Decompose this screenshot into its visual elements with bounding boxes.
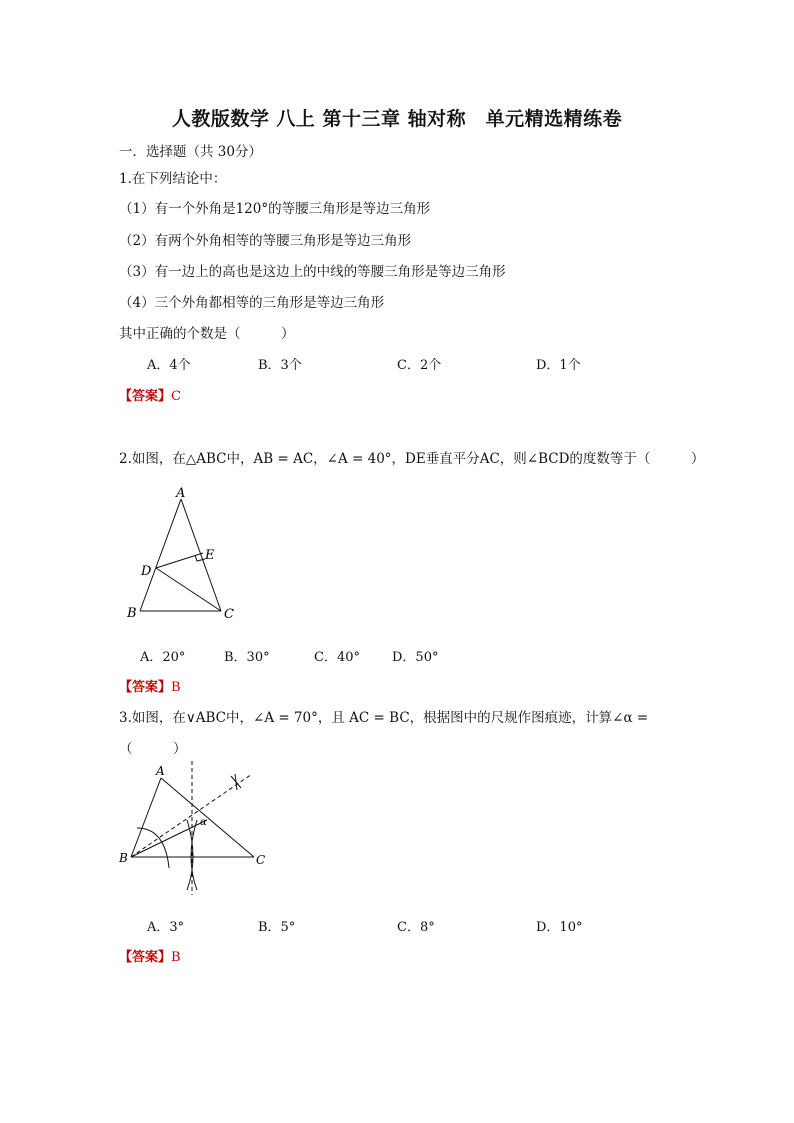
question-1-prompt: 其中正确的个数是（ ） xyxy=(119,326,295,342)
label-a: A xyxy=(156,764,165,778)
segment-dc xyxy=(156,568,221,611)
answer-tag: 【答案】 xyxy=(119,950,172,965)
question-2-option-b: B．30° xyxy=(224,650,270,665)
question-1-item-2: （2）有两个外角相等的等腰三角形是等边三角形 xyxy=(119,233,412,249)
question-2-answer xyxy=(119,676,181,695)
right-angle-mark xyxy=(195,555,205,561)
question-3-stem: 3.如图，在∨ABC中，∠A = 70°，且 AC = BC，根据图中的尺规作图痕迹，计算∠α = xyxy=(119,710,649,726)
label-d: D xyxy=(141,564,152,579)
section-heading: 一．选择题（共 30分） xyxy=(119,144,262,160)
question-1-item-3: （3）有一边上的高也是这边上的中线的等腰三角形是等边三角形 xyxy=(119,264,506,280)
question-2-stem: 2.如图，在△ABC中，AB = AC，∠A = 40°，DE垂直平分AC，则∠BCD的度数等于（ ） xyxy=(119,451,705,467)
question-3-stem-continued: （ ） xyxy=(119,741,187,757)
question-3-option-b: B．5° xyxy=(258,920,296,935)
question-1-option-b: B．3个 xyxy=(258,358,302,373)
question-1-answer xyxy=(119,385,181,404)
compass-construction-figure xyxy=(115,758,275,898)
question-2-option-a: A．20° xyxy=(140,650,186,665)
segment-de xyxy=(156,553,203,568)
label-b: B xyxy=(127,606,137,621)
question-1-stem: 1.在下列结论中： xyxy=(119,171,227,187)
side-ab xyxy=(131,778,161,857)
side-ab xyxy=(140,499,181,611)
question-1-item-4: （4）三个外角都相等的三角形是等边三角形 xyxy=(119,295,385,311)
label-b: B xyxy=(119,851,128,865)
question-1-option-c: C．2个 xyxy=(397,358,442,373)
answer-value: B xyxy=(171,680,181,695)
question-1-option-a: A．4个 xyxy=(147,358,191,373)
answer-value: C xyxy=(171,389,181,404)
question-2-option-c: C．40° xyxy=(314,650,360,665)
question-1-option-d: D．1个 xyxy=(536,358,581,373)
side-ac xyxy=(181,499,221,611)
question-2-option-d: D．50° xyxy=(392,650,439,665)
label-alpha: α xyxy=(200,817,207,828)
compass-arc-b xyxy=(137,828,169,868)
answer-tag: 【答案】 xyxy=(119,680,172,695)
label-c: C xyxy=(224,607,234,622)
question-3-answer xyxy=(119,946,181,965)
document-title: 人教版数学 八上 第十三章 轴对称 单元精选精练卷 xyxy=(171,108,623,130)
label-e: E xyxy=(205,548,215,563)
question-3-option-c: C．8° xyxy=(397,920,435,935)
triangle-abc-figure xyxy=(120,482,250,624)
question-1-item-1: （1）有一个外角是120°的等腰三角形是等边三角形 xyxy=(119,201,431,217)
label-c: C xyxy=(256,853,266,867)
label-a: A xyxy=(176,486,186,501)
answer-tag: 【答案】 xyxy=(119,389,172,404)
answer-value: B xyxy=(171,950,181,965)
question-3-option-d: D．10° xyxy=(536,920,583,935)
question-3-option-a: A．3° xyxy=(147,920,185,935)
side-ac xyxy=(161,778,254,857)
